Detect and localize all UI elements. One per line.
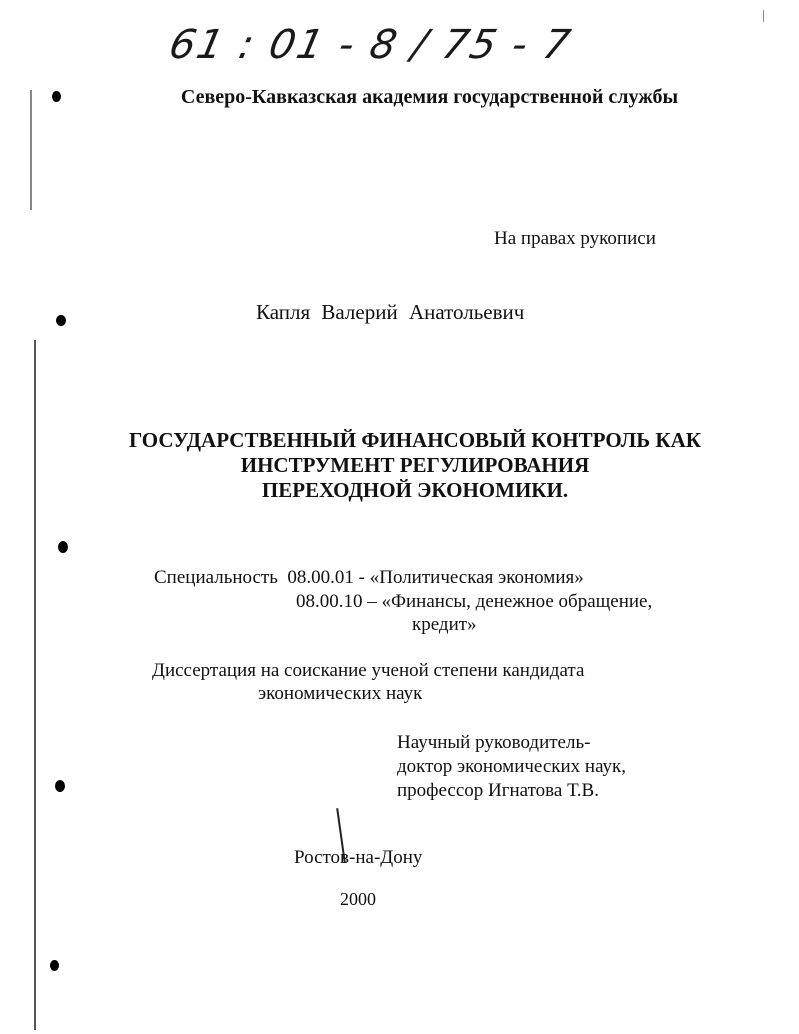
city: Ростов-на-Дону — [294, 847, 423, 868]
supervisor-line-2: доктор экономических наук, — [397, 756, 627, 777]
punch-hole-mark — [56, 315, 66, 326]
title-line: ГОСУДАРСТВЕННЫЙ ФИНАНСОВЫЙ КОНТРОЛЬ КАК — [128, 428, 702, 452]
scan-edge-line-right — [763, 10, 764, 22]
institution-name: Северо-Кавказская академия государственной службы — [180, 86, 679, 108]
supervisor-line-1: Научный руководитель- — [397, 732, 591, 753]
punch-hole-mark — [58, 541, 68, 553]
specialty-block — [154, 566, 653, 635]
rights-note: На правах рукописи — [494, 228, 656, 249]
specialty-line-2: 08.00.10 – «Финансы, денежное обращение, — [296, 591, 653, 612]
supervisor-line-3: профессор Игнатова Т.В. — [397, 780, 599, 801]
specialty-line-1: Специальность 08.00.01 - «Политическая экономия» — [154, 567, 584, 588]
author-name: Капля Валерий Анатольевич — [256, 300, 525, 324]
handwritten-archive-code: 61 : 01 - 8 / 75 - 7 — [165, 22, 577, 68]
dissertation-title — [100, 428, 730, 503]
title-line: ПЕРЕХОДНОЙ ЭКОНОМИКИ. — [261, 478, 569, 502]
supervisor-block — [397, 731, 626, 803]
dissertation-degree-block — [152, 659, 585, 704]
degree-line-1: Диссертация на соискание ученой степени кандидата — [152, 660, 585, 681]
title-line: ИНСТРУМЕНТ РЕГУЛИРОВАНИЯ — [240, 453, 590, 477]
degree-line-2: экономических наук — [258, 683, 423, 704]
punch-hole-mark — [50, 960, 59, 971]
scan-edge-line — [34, 340, 36, 1030]
punch-hole-mark — [55, 780, 65, 792]
year: 2000 — [340, 889, 376, 909]
specialty-line-3: кредит» — [412, 614, 477, 635]
